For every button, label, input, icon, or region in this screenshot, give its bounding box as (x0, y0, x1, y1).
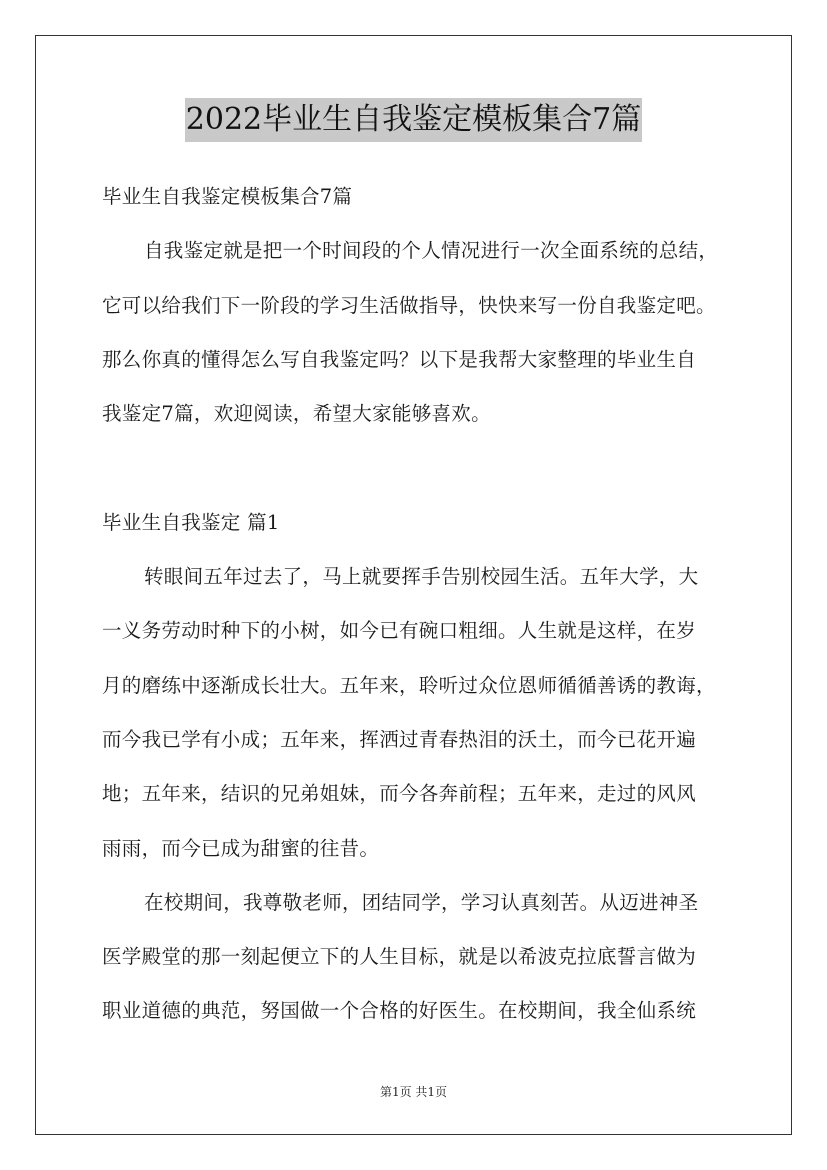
text-line: 我鉴定7篇，欢迎阅读，希望大家能够喜欢。 (102, 402, 491, 426)
text-line: 地；五年来，结识的兄弟姐妹，而今各奔前程；五年来，走过的风风 (102, 782, 697, 806)
text-line: 在校期间，我尊敬老师，团结同学，学习认真刻苦。从迈进神圣 (144, 890, 699, 914)
page-footer: 第1页 共1页 (379, 1085, 448, 1099)
document-title: 2022毕业生自我鉴定模板集合7篇 (185, 98, 642, 142)
text-line: 一义务劳动时种下的小树，如今已有碗口粗细。人生就是这样，在岁 (102, 619, 697, 643)
title-container (0, 98, 827, 142)
text-line: 雨雨，而今已成为甜蜜的往昔。 (102, 836, 380, 860)
text-line: 自我鉴定就是把一个时间段的个人情况进行一次全面系统的总结， (144, 239, 719, 263)
text-line: 职业道德的典范，努国做一个合格的好医生。在校期间，我全仙系统 (102, 999, 697, 1023)
text-line: 它可以给我们下一阶段的学习生活做指导，快快来写一份自我鉴定吧。 (102, 293, 716, 317)
document-body (102, 170, 732, 1039)
paragraph-gap (102, 441, 732, 495)
text-line: 那么你真的懂得怎么写自我鉴定吗？以下是我帮大家整理的毕业生自 (102, 347, 697, 371)
text-line: 转眼间五年过去了，马上就要挥手告别校园生活。五年大学，大 (144, 565, 699, 589)
text-line: 月的磨练中逐渐成长壮大。五年来，聆听过众位恩师循循善诱的教诲， (102, 673, 716, 697)
text-line: 毕业生自我鉴定模板集合7篇 (102, 185, 353, 208)
text-line: 而今我已学有小成；五年来，挥洒过青春热泪的沃土，而今已花开遍 (102, 727, 697, 751)
text-line: 医学殿堂的那一刻起便立下的人生目标，就是以希波克拉底誓言做为 (102, 945, 697, 969)
text-line: 毕业生自我鉴定 篇1 (102, 510, 280, 534)
